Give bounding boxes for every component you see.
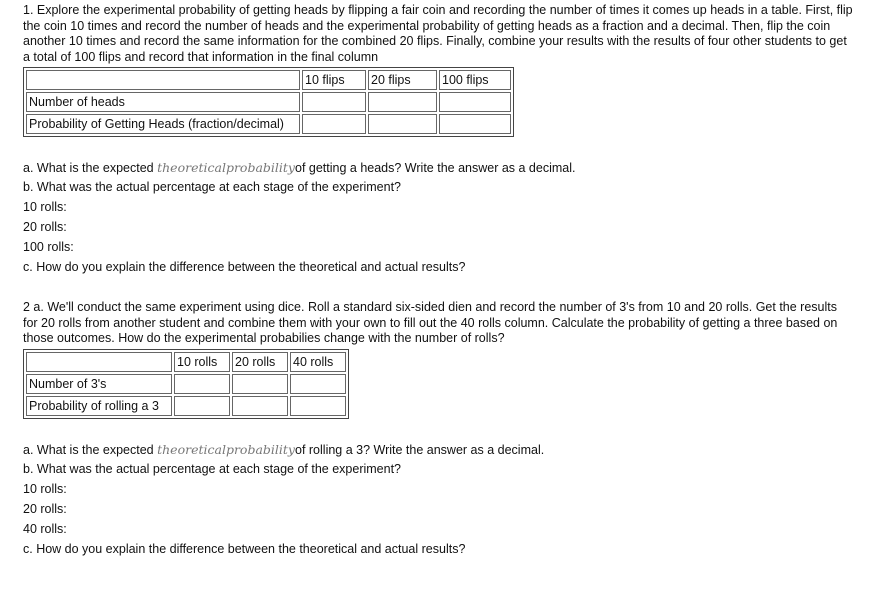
q2-question-a	[23, 442, 544, 457]
q2-a-theoretical-probability: theoreticalprobability	[157, 442, 295, 457]
q2-intro: 2 a. We'll conduct the same experiment using dice. Roll a standard six-sided dien and record the number of 3's from 10 and 20 rolls. Get the results for 20 rolls from another student and combine them with your own to fill out the 40 rolls column. Calculate the probability of getting a three based on those outcomes. How do the experimental probabilies change with the number of rolls?	[23, 300, 838, 345]
table-row	[26, 374, 346, 394]
header-10-rolls: 10 rolls	[174, 352, 230, 372]
input-cell[interactable]	[439, 114, 511, 134]
q2-stage-20: 20 rolls:	[23, 502, 67, 516]
q1-stage-20: 20 rolls:	[23, 220, 67, 234]
header-40-rolls: 40 rolls	[290, 352, 346, 372]
header-10-flips: 10 flips	[302, 70, 366, 90]
input-cell[interactable]	[290, 396, 346, 416]
q1-question-c: c. How do you explain the difference between the theoretical and actual results?	[23, 260, 466, 274]
q1-a-text-post: of getting a heads? Write the answer as a decimal.	[295, 161, 576, 175]
q1-question-a	[23, 160, 575, 175]
table-row	[26, 92, 511, 112]
table-row	[26, 396, 346, 416]
input-cell[interactable]	[232, 374, 288, 394]
row-label-probability-three: Probability of rolling a 3	[26, 396, 172, 416]
input-cell[interactable]	[174, 374, 230, 394]
table-header-row	[26, 352, 346, 372]
q2-stage-10: 10 rolls:	[23, 482, 67, 496]
coin-flip-table	[23, 67, 514, 137]
header-blank-cell	[26, 70, 300, 90]
q1-intro: 1. Explore the experimental probability of getting heads by flipping a fair coin and recording the number of times it comes up heads in a table. First, flip the coin 10 times and record the number of heads and the experimental probability of getting heads as a fraction and a decimal. Then, flip the coin another 10 times and record the same information for the combined 20 flips. Finally, combine your results with the results of four other students to get a total of 100 flips and record that information in the final column	[23, 3, 853, 64]
table-header-row	[26, 70, 511, 90]
input-cell[interactable]	[368, 92, 437, 112]
q2-a-text-pre: a. What is the expected	[23, 443, 158, 457]
q1-a-text-pre: a. What is the expected	[23, 161, 158, 175]
table-row	[26, 114, 511, 134]
row-label-probability-heads: Probability of Getting Heads (fraction/decimal)	[26, 114, 300, 134]
input-cell[interactable]	[302, 114, 366, 134]
input-cell[interactable]	[290, 374, 346, 394]
input-cell[interactable]	[439, 92, 511, 112]
dice-roll-table	[23, 349, 349, 419]
header-20-rolls: 20 rolls	[232, 352, 288, 372]
input-cell[interactable]	[368, 114, 437, 134]
q2-question-c: c. How do you explain the difference between the theoretical and actual results?	[23, 542, 466, 556]
q1-stage-100: 100 rolls:	[23, 240, 74, 254]
input-cell[interactable]	[174, 396, 230, 416]
input-cell[interactable]	[232, 396, 288, 416]
header-100-flips: 100 flips	[439, 70, 511, 90]
row-label-number-of-heads: Number of heads	[26, 92, 300, 112]
input-cell[interactable]	[302, 92, 366, 112]
header-blank-cell	[26, 352, 172, 372]
q2-stage-40: 40 rolls:	[23, 522, 67, 536]
q2-question-b: b. What was the actual percentage at each stage of the experiment?	[23, 462, 402, 476]
q1-question-b: b. What was the actual percentage at each stage of the experiment?	[23, 180, 402, 194]
row-label-number-of-threes: Number of 3's	[26, 374, 172, 394]
q1-a-theoretical-probability: theoreticalprobability	[157, 160, 295, 175]
q1-stage-10: 10 rolls:	[23, 200, 67, 214]
q2-a-text-post: of rolling a 3? Write the answer as a decimal.	[295, 443, 545, 457]
header-20-flips: 20 flips	[368, 70, 437, 90]
